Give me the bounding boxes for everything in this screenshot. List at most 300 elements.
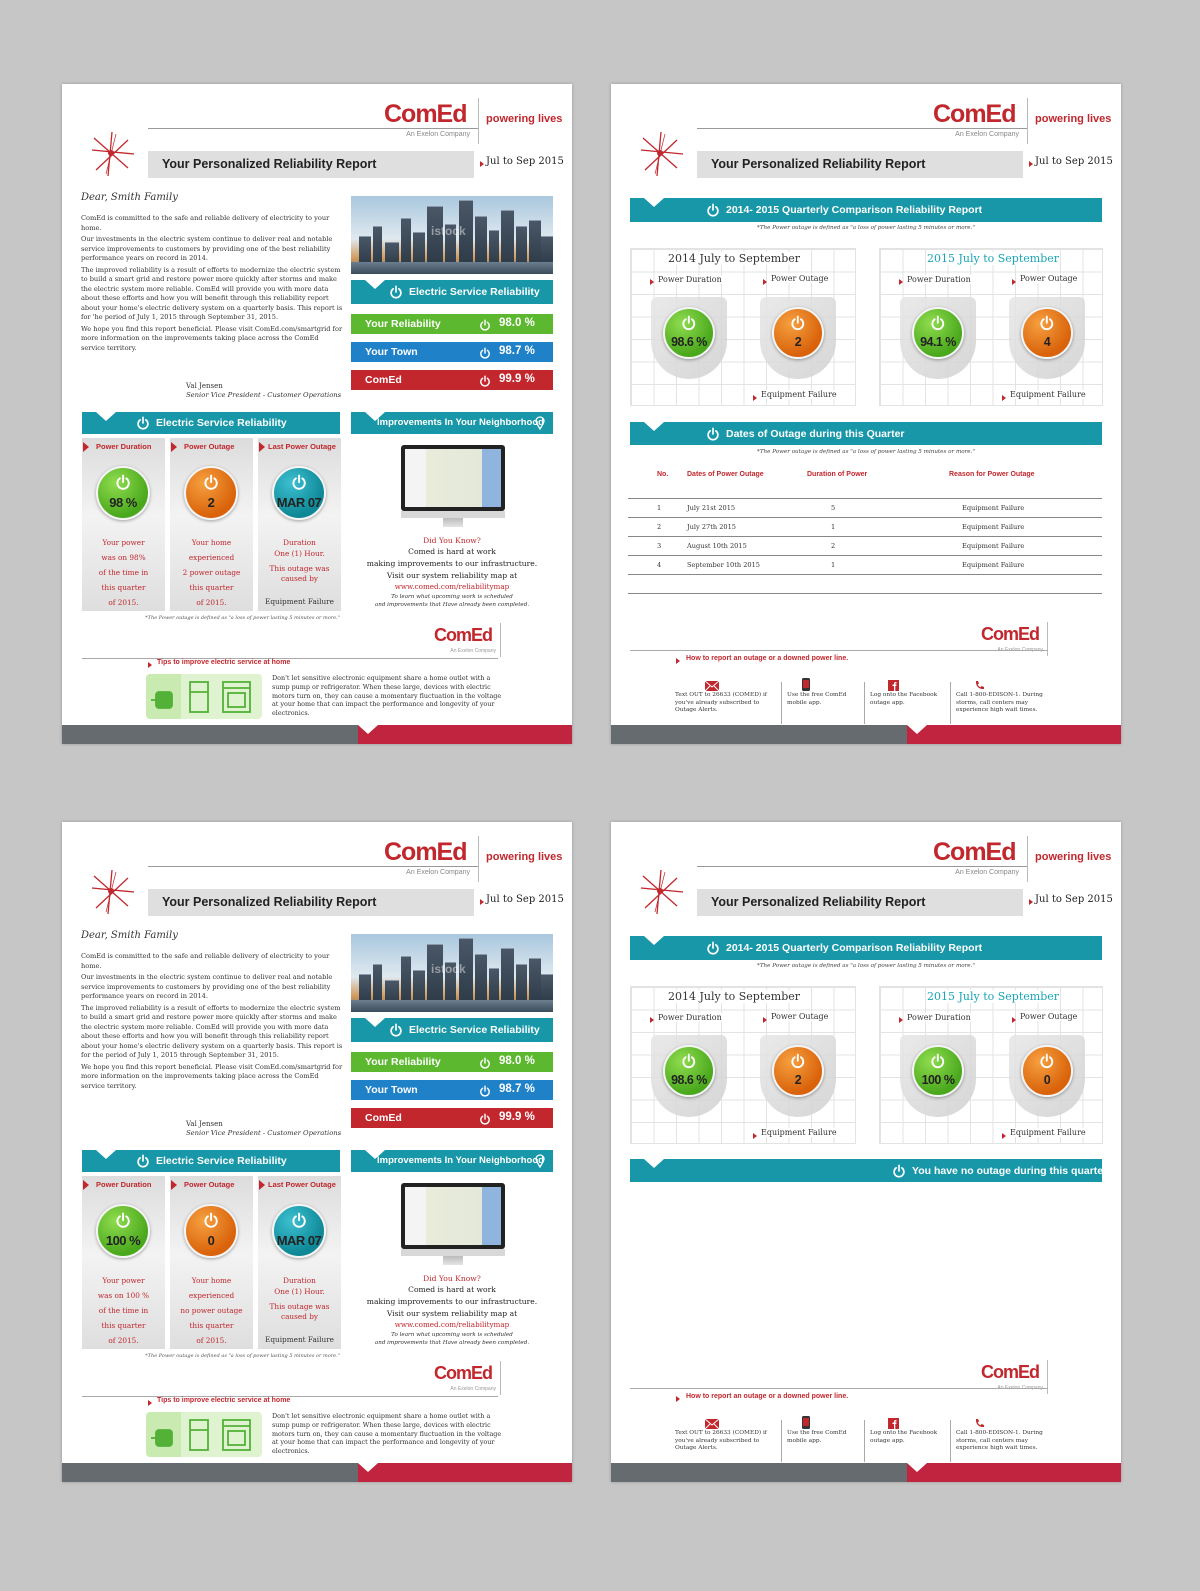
panel-title: 2015 July to September <box>927 990 1060 1003</box>
card-line: this quarter <box>101 1321 146 1330</box>
building <box>501 210 514 266</box>
stat-value: 2 <box>207 495 215 510</box>
power-icon <box>930 1053 946 1069</box>
stat-circle <box>772 307 824 359</box>
reliability-row <box>351 370 553 390</box>
outage-label: Power Outage <box>771 274 829 283</box>
neighborhood-note: and improvements that Have already been completed. <box>374 1340 530 1346</box>
reason-label: Equipment Failure <box>761 390 837 399</box>
notch-marker <box>358 725 378 734</box>
letter-body <box>81 952 343 1093</box>
arrow-icon <box>1002 395 1006 401</box>
reliability-header <box>351 280 553 304</box>
stat-circle <box>772 1045 824 1097</box>
tips-label: Tips to improve electric service at home <box>157 659 291 666</box>
section-title: Improvements In Your Neighborhood <box>377 417 544 428</box>
power-icon <box>892 1164 906 1178</box>
slogan: powering lives <box>486 113 563 125</box>
neighborhood-line: Comed is hard at work <box>408 547 496 556</box>
building <box>475 954 487 1004</box>
stat-card <box>82 438 165 611</box>
arrow-icon <box>1029 161 1033 167</box>
report-option-text: Text OUT to 26633 (COMED) if you've already subscribed to Outage Alerts. <box>675 1430 767 1452</box>
appliance-icons <box>146 1412 262 1457</box>
report-page <box>611 84 1121 744</box>
neighborhood-line: Visit our system reliability map at <box>386 1309 518 1318</box>
table-cell: Equipment Failure <box>962 542 1025 550</box>
star-icon <box>637 130 685 182</box>
power-icon <box>1039 315 1055 331</box>
header-divider <box>478 836 479 882</box>
stat-circle <box>96 466 150 520</box>
report-period: Jul to Sep 2015 <box>1035 894 1113 905</box>
card-line: was on 98% <box>101 553 146 562</box>
stat-value: 0 <box>1043 1073 1051 1087</box>
card-label: Power Duration <box>96 1180 152 1189</box>
neighborhood-header <box>351 412 553 434</box>
card-label: Last Power Outage <box>268 442 336 451</box>
footnote: *The Power outage is defined as "a loss of power lasting 5 minutes or more." <box>757 225 975 231</box>
stat-value: 4 <box>1043 335 1051 349</box>
panel-title: 2014 July to September <box>668 252 801 265</box>
power-icon <box>479 1112 491 1124</box>
building <box>373 226 382 266</box>
stat-circle <box>663 1045 715 1097</box>
stat-value: 2 <box>794 335 802 349</box>
power-icon <box>479 374 491 386</box>
arrow-icon <box>899 1017 903 1023</box>
power-icon <box>681 1053 697 1069</box>
building <box>489 230 499 266</box>
panel-title: 2015 July to September <box>927 252 1060 265</box>
reliability-row <box>351 1052 553 1072</box>
table-cell: July 21st 2015 <box>687 504 736 512</box>
arrow-icon <box>650 1017 654 1023</box>
report-label: How to report an outage or a downed power line. <box>686 1393 849 1400</box>
reliability-value: 99.9 % <box>499 1111 535 1123</box>
building <box>529 220 541 266</box>
header-rule <box>697 128 1027 129</box>
exelon-tagline: An Exelon Company <box>955 869 1019 876</box>
star-icon <box>88 130 136 182</box>
power-icon <box>706 203 720 217</box>
stat-value: 0 <box>207 1233 215 1248</box>
card-line: of the time in <box>98 1306 149 1315</box>
card-line: caused by <box>281 574 318 583</box>
notch-marker <box>907 725 927 734</box>
table-row <box>628 498 1102 517</box>
power-icon <box>479 1084 491 1096</box>
reliability-row <box>351 314 553 334</box>
arrow-icon <box>148 662 152 668</box>
building <box>516 964 527 1004</box>
image-watermark: istock <box>431 962 466 976</box>
building <box>413 970 425 1004</box>
card-label: Power Outage <box>184 1180 235 1189</box>
reliability-value: 98.7 % <box>499 345 535 357</box>
header-rule <box>148 128 478 129</box>
notch-marker <box>644 1159 664 1168</box>
footer-bar-red <box>358 1463 572 1482</box>
section-rule <box>630 1388 1048 1389</box>
section-title: Electric Service Reliability <box>409 286 540 298</box>
notch-marker <box>96 1150 116 1159</box>
letter-paragraph: We hope you find this report beneficial. Please visit ComEd.com/smartgrid for more information on the improvements taking place across the ComEd service territory. <box>81 324 343 352</box>
power-icon <box>706 941 720 955</box>
report-option-text: Call 1-800-EDISON-1. During storms, call centers may experience high wait times. <box>956 692 1043 714</box>
power-icon <box>479 1056 491 1068</box>
letter-body <box>81 214 343 355</box>
table-cell: 2 <box>831 542 836 550</box>
comed-logo: ComEd <box>933 838 1016 866</box>
reason-label: Equipment Failure <box>761 1128 837 1137</box>
card-line: Your power <box>102 538 145 547</box>
stat-value: MAR 07 <box>276 1233 322 1248</box>
card-line: This outage was <box>269 564 330 573</box>
card-line: Your home <box>191 1276 232 1285</box>
stat-card <box>258 438 341 611</box>
page-title: Your Personalized Reliability Report <box>711 157 926 171</box>
card-cause: Equipment Failure <box>265 597 334 606</box>
title-bar <box>148 151 474 178</box>
comed-logo: ComEd <box>384 100 467 128</box>
table-cell: 1 <box>831 523 836 531</box>
slogan: powering lives <box>486 851 563 863</box>
card-line: Duration <box>283 1276 316 1285</box>
stat-circle <box>912 1045 964 1097</box>
table-cell: 1 <box>831 561 836 569</box>
comparison-panel <box>879 986 1103 1144</box>
card-cause: Equipment Failure <box>265 1335 334 1344</box>
footer-bar-gray <box>611 1463 907 1482</box>
comparison-panel <box>879 248 1103 406</box>
power-icon <box>136 416 150 430</box>
column-divider <box>781 682 782 724</box>
letter-paragraph: ComEd is committed to the safe and reliable delivery of electricity to your home. <box>81 214 330 232</box>
report-label: How to report an outage or a downed power line. <box>686 655 849 662</box>
arrow-icon <box>763 279 767 285</box>
exelon-tagline: An Exelon Company <box>406 869 470 876</box>
power-icon <box>790 315 806 331</box>
footer-bar-gray <box>62 725 358 744</box>
comparison-panel <box>630 986 856 1144</box>
divider <box>500 1361 501 1395</box>
exelon-tagline: An Exelon Company <box>450 648 496 654</box>
notch-marker <box>644 198 664 207</box>
image-watermark: istock <box>431 224 466 238</box>
page-title: Your Personalized Reliability Report <box>162 895 377 909</box>
footnote: *The Power outage is defined as "a loss of power lasting 5 minutes or more." <box>145 615 340 621</box>
neighborhood-line: Visit our system reliability map at <box>386 571 518 580</box>
stat-circle <box>184 1204 238 1258</box>
report-option-text: Log onto the Facebook outage app. <box>870 692 938 706</box>
building <box>501 948 514 1004</box>
report-option-text: Use the free ComEd mobile app. <box>787 692 847 706</box>
monitor-chin <box>401 1249 505 1256</box>
power-icon <box>706 427 720 441</box>
building <box>373 964 382 1004</box>
appliance-icon-set <box>146 1412 262 1457</box>
duration-label: Power Duration <box>658 275 722 284</box>
card-line: caused by <box>281 1312 318 1321</box>
stat-circle <box>663 307 715 359</box>
power-icon <box>790 1053 806 1069</box>
card-line: Your power <box>102 1276 145 1285</box>
exelon-tagline: An Exelon Company <box>406 131 470 138</box>
arrow-icon <box>1029 899 1033 905</box>
table-row <box>628 536 1102 555</box>
report-page <box>611 822 1121 1482</box>
card-line: Duration <box>283 538 316 547</box>
letter-paragraph: Our investments in the electric system continue to deliver real and notable service improvements to customers by providing one of the best reliability performance years on record in 2014. <box>81 235 333 262</box>
slogan: powering lives <box>1035 113 1112 125</box>
footer-bar-gray <box>62 1463 358 1482</box>
table-row <box>628 517 1102 536</box>
card-line: of 2015. <box>108 1336 139 1345</box>
monitor-map-image <box>401 1183 505 1267</box>
appliance-icon-set <box>146 674 262 719</box>
card-line: of 2015. <box>196 598 227 607</box>
title-bar <box>697 889 1023 916</box>
building <box>489 968 499 1004</box>
tips-text: Don't let sensitive electronic equipment share a home outlet with a sump pump or refrigerator. When these large, devices with electric motors turn on, they can cause a momentary fluctuation in the voltage at your home that can impact the performance and longevity of your electronics. <box>272 674 502 718</box>
header-rule <box>148 866 478 867</box>
stat-value: 94.1 % <box>920 335 956 349</box>
notch-marker <box>644 422 664 431</box>
notch-marker <box>365 280 385 289</box>
reason-label: Equipment Failure <box>1010 1128 1086 1137</box>
power-icon <box>203 474 219 490</box>
notch-marker <box>358 1463 378 1472</box>
card-line: One (1) Hour. <box>274 549 325 558</box>
arrow-icon <box>753 395 757 401</box>
card-line: experienced <box>188 553 235 562</box>
page-title: Your Personalized Reliability Report <box>162 157 377 171</box>
signature-name: Val Jensen <box>186 1120 223 1128</box>
column-divider <box>781 1420 782 1462</box>
building <box>516 226 527 266</box>
table-cell: Equipment Failure <box>962 561 1025 569</box>
card-line: One (1) Hour. <box>274 1287 325 1296</box>
signature-title: Senior Vice President - Customer Operations <box>186 391 342 399</box>
did-you-know: Did You Know? <box>423 536 481 545</box>
no-outage-banner <box>630 1159 1108 1182</box>
reliability-map-link[interactable]: www.comed.com/reliabilitymap <box>394 582 510 591</box>
comed-logo-small: ComEd <box>434 1363 492 1383</box>
table-header: Dates of Power Outage <box>687 471 764 478</box>
report-period: Jul to Sep 2015 <box>1035 156 1113 167</box>
table-cell: 2 <box>657 523 662 531</box>
signature-title: Senior Vice President - Customer Operations <box>186 1129 342 1137</box>
divider <box>500 623 501 657</box>
neighborhood-note: To learn what upcoming work is scheduled <box>391 1332 513 1338</box>
arrow-icon <box>148 1400 152 1406</box>
arrow-icon <box>171 442 177 452</box>
card-label: Power Outage <box>184 442 235 451</box>
footer-bar-gray <box>611 725 907 744</box>
section-title: 2014- 2015 Quarterly Comparison Reliability Report <box>726 942 983 954</box>
reliability-label: ComEd <box>365 1112 402 1124</box>
section-title: Electric Service Reliability <box>156 417 287 429</box>
stat-circle <box>272 1204 326 1258</box>
card-line: this quarter <box>189 1321 234 1330</box>
power-icon <box>203 1212 219 1228</box>
section-title: You have no outage during this quarter <box>912 1164 1108 1177</box>
stat-value: 100 % <box>105 1233 141 1248</box>
table-cell: Equipment Failure <box>962 504 1025 512</box>
did-you-know: Did You Know? <box>423 1274 481 1283</box>
card-line: of 2015. <box>108 598 139 607</box>
card-line: Your home <box>191 538 232 547</box>
footnote: *The Power outage is defined as "a loss of power lasting 5 minutes or more." <box>145 1353 340 1359</box>
stat-value: 2 <box>794 1073 802 1087</box>
column-divider <box>950 682 951 724</box>
arrow-icon <box>83 442 89 452</box>
report-option-text: Call 1-800-EDISON-1. During storms, call centers may experience high wait times. <box>956 1430 1043 1452</box>
comed-logo-small: ComEd <box>981 1362 1039 1382</box>
card-line: of the time in <box>98 568 149 577</box>
water <box>351 262 553 274</box>
card-line: This outage was <box>269 1302 330 1311</box>
comed-logo-small: ComEd <box>434 625 492 645</box>
report-option-text: Text OUT to 26633 (COMED) if you've already subscribed to Outage Alerts. <box>675 692 767 714</box>
neighborhood-line: making improvements to our infrastructure. <box>366 1297 538 1306</box>
header-rule <box>697 866 1027 867</box>
power-icon <box>389 285 403 299</box>
power-icon <box>115 1212 131 1228</box>
reliability-label: Your Town <box>365 1084 418 1096</box>
stat-card <box>258 1176 341 1349</box>
service-reliability-header <box>82 412 340 434</box>
comed-logo: ComEd <box>384 838 467 866</box>
comed-logo-small: ComEd <box>981 624 1039 644</box>
comparison-header <box>630 198 1102 222</box>
report-option-text: Log onto the Facebook outage app. <box>870 1430 938 1444</box>
arrow-icon <box>259 442 265 452</box>
report-option-text: Use the free ComEd mobile app. <box>787 1430 847 1444</box>
footnote: *The Power outage is defined as "a loss of power lasting 5 minutes or more." <box>757 963 975 969</box>
monitor-stand <box>443 518 463 527</box>
footer-bar-red <box>907 725 1121 744</box>
power-icon <box>479 346 491 358</box>
header-divider <box>1027 836 1028 882</box>
footnote: *The Power outage is defined as "a loss of power lasting 5 minutes or more." <box>757 449 975 455</box>
tips-label: Tips to improve electric service at home <box>157 1397 291 1404</box>
arrow-icon <box>650 279 654 285</box>
table-cell: July 27th 2015 <box>687 523 736 531</box>
power-icon <box>115 474 131 490</box>
reliability-map-link[interactable]: www.comed.com/reliabilitymap <box>394 1320 510 1329</box>
table-cell: 5 <box>831 504 836 512</box>
stat-card <box>82 1176 165 1349</box>
building <box>529 958 541 1004</box>
star-icon <box>637 868 685 920</box>
arrow-icon <box>480 899 484 905</box>
comed-logo: ComEd <box>933 100 1016 128</box>
arrow-icon <box>676 1396 680 1402</box>
table-rule <box>628 574 1102 575</box>
report-period: Jul to Sep 2015 <box>486 156 564 167</box>
building <box>413 232 425 266</box>
stat-value: 98.6 % <box>671 335 707 349</box>
stat-value: 98 % <box>109 495 137 510</box>
section-rule <box>630 650 1048 651</box>
stat-circle <box>1021 307 1073 359</box>
greeting: Dear, Smith Family <box>81 930 178 941</box>
reason-label: Equipment Failure <box>1010 390 1086 399</box>
title-bar <box>697 151 1023 178</box>
arrow-icon <box>1002 1133 1006 1139</box>
card-line: experienced <box>188 1291 235 1300</box>
letter-paragraph: The improved reliability is a result of efforts to modernize the electric system to build a smart grid and restore power more quickly after storms and make the electric system more reliable. ComEd will provide you with more data about these efforts and how you will benefit through this reliability report about your home's electric delivery system on a quarterly basis. This report is for 'he period of July 1, 2015 through September 31, 2015. <box>81 265 343 321</box>
comparison-header <box>630 936 1102 960</box>
slogan: powering lives <box>1035 851 1112 863</box>
exelon-tagline: An Exelon Company <box>955 131 1019 138</box>
stat-value: 98.6 % <box>671 1073 707 1087</box>
signature-name: Val Jensen <box>186 382 223 390</box>
tips-text: Don't let sensitive electronic equipment share a home outlet with a sump pump or refrigerator. When these large, devices with electric motors turn on, they can cause a momentary fluctuation in the voltage at your home that can impact the performance and longevity of your electronics. <box>272 1412 502 1456</box>
monitor-map-image <box>401 445 505 529</box>
table-cell: September 10th 2015 <box>687 561 760 569</box>
stat-circle <box>272 466 326 520</box>
monitor-chin <box>401 511 505 518</box>
building <box>401 218 411 266</box>
footer-bar-red <box>907 1463 1121 1482</box>
building <box>475 216 487 266</box>
appliance-icons <box>146 674 262 719</box>
title-bar <box>148 889 474 916</box>
table-rule <box>628 593 1102 594</box>
neighborhood-note: and improvements that Have already been completed. <box>374 602 530 608</box>
footer-bar-red <box>358 725 572 744</box>
outage-label: Power Outage <box>1020 1012 1078 1021</box>
arrow-icon <box>1012 279 1016 285</box>
card-line: 2 power outage <box>182 568 241 577</box>
letter-paragraph: ComEd is committed to the safe and reliable delivery of electricity to your home. <box>81 952 330 970</box>
card-line: was on 100 % <box>97 1291 150 1300</box>
exelon-tagline: An Exelon Company <box>450 1386 496 1392</box>
neighborhood-note: To learn what upcoming work is scheduled <box>391 594 513 600</box>
arrow-icon <box>83 1180 89 1190</box>
reliability-label: ComEd <box>365 374 402 386</box>
table-header: No. <box>657 471 669 478</box>
power-icon <box>1039 1053 1055 1069</box>
monitor-stand <box>443 1256 463 1265</box>
power-icon <box>136 1154 150 1168</box>
star-icon <box>88 868 136 920</box>
city-skyline-image <box>351 196 553 274</box>
neighborhood-line: making improvements to our infrastructure. <box>366 559 538 568</box>
stat-circle <box>912 307 964 359</box>
section-title: Improvements In Your Neighborhood <box>377 1155 544 1166</box>
table-header: Reason for Power Outage <box>949 471 1035 478</box>
location-pin-icon <box>535 416 545 435</box>
table-row <box>628 555 1102 574</box>
card-line: no power outage <box>180 1306 243 1315</box>
power-icon <box>389 1023 403 1037</box>
card-label: Last Power Outage <box>268 1180 336 1189</box>
section-title: Electric Service Reliability <box>156 1155 287 1167</box>
reliability-label: Your Town <box>365 346 418 358</box>
reliability-row <box>351 342 553 362</box>
notch-marker <box>96 412 116 421</box>
building <box>401 956 411 1004</box>
reliability-value: 98.0 % <box>499 317 535 329</box>
service-reliability-header <box>82 1150 340 1172</box>
power-icon <box>930 315 946 331</box>
reliability-header <box>351 1018 553 1042</box>
letter-paragraph: We hope you find this report beneficial. Please visit ComEd.com/smartgrid for more information on the improvements taking place across the ComEd service territory. <box>81 1062 343 1090</box>
